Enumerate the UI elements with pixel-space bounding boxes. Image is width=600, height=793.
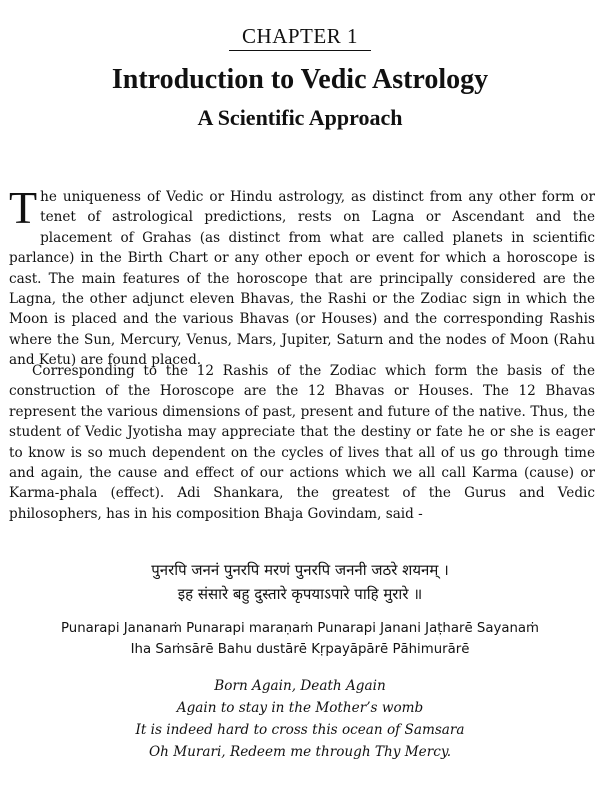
drop-cap: T xyxy=(9,182,38,233)
chapter-title: Introduction to Vedic Astrology xyxy=(111,64,489,95)
translation-line-4: Oh Murari, Redeem me through Thy Mercy. xyxy=(148,744,452,760)
paragraph-2: Corresponding to the 12 Rashis of the Zodiac which form the basis of the construction of the Horoscope are the 12 Bhavas or Houses. The 12 Bhavas represent the various dimensions of past, present and future of the native. Thus, the student of Vedic Jyotisha may appreciate that the destiny or fate he or she is eager to know is so much dependent on the cycles of lives that all of us go through time and again, the cause and effect of our actions which we all call Karma (cause) or Karma-phala (effect). Adi Shankara, the greatest of the Gurus and Vedic philosophers, has in his composition Bhaja Govindam, said - xyxy=(9,363,595,522)
translation-line-2: Again to stay in the Mother’s womb xyxy=(176,700,424,716)
sanskrit-verse-line-2: इह संसारे बहु दुस्तारे कृपयाऽपारे पाहि मुरारे ॥ xyxy=(177,585,423,603)
paragraph-1 xyxy=(9,182,595,371)
paragraph-1-text: he uniqueness of Vedic or Hindu astrology, as distinct from any other form or tenet of astrological predictions, rests on Lagna or Ascendant and the placement of Grahas (as distinct from what are called planets in scientific parlance) in the Birth Chart or any other epoch or event for which a horoscope is cast. The main features of the horoscope that are principally considered are the Lagna, the other adjunct eleven Bhavas, the Rashi or the Zodiac sign in which the Moon is placed and the various Bhavas (or Houses) and the corresponding Rashis where the Sun, Mercury, Venus, Mars, Jupiter, Saturn and the nodes of Moon (Rahu and Ketu) are found placed. xyxy=(9,189,595,369)
translation-line-3: It is indeed hard to cross this ocean of Samsara xyxy=(135,722,465,738)
chapter-underline xyxy=(229,50,371,51)
transliteration-line-1: Punarapi Jananaṁ Punarapi maraṇaṁ Punarapi Janani Jaṭharē Sayanaṁ xyxy=(60,621,540,636)
transliteration-line-2: Iha Saṁsārē Bahu dustārē Kṛpayāpārē Pāhimurārē xyxy=(130,642,470,657)
chapter-subtitle: A Scientific Approach xyxy=(197,105,403,130)
chapter-label: CHAPTER 1 xyxy=(242,24,358,48)
sanskrit-verse-line-1: पुनरपि जननं पुनरपि मरणं पुनरपि जननी जठरे शयनम् । xyxy=(151,561,449,579)
translation-line-1: Born Again, Death Again xyxy=(214,678,386,694)
